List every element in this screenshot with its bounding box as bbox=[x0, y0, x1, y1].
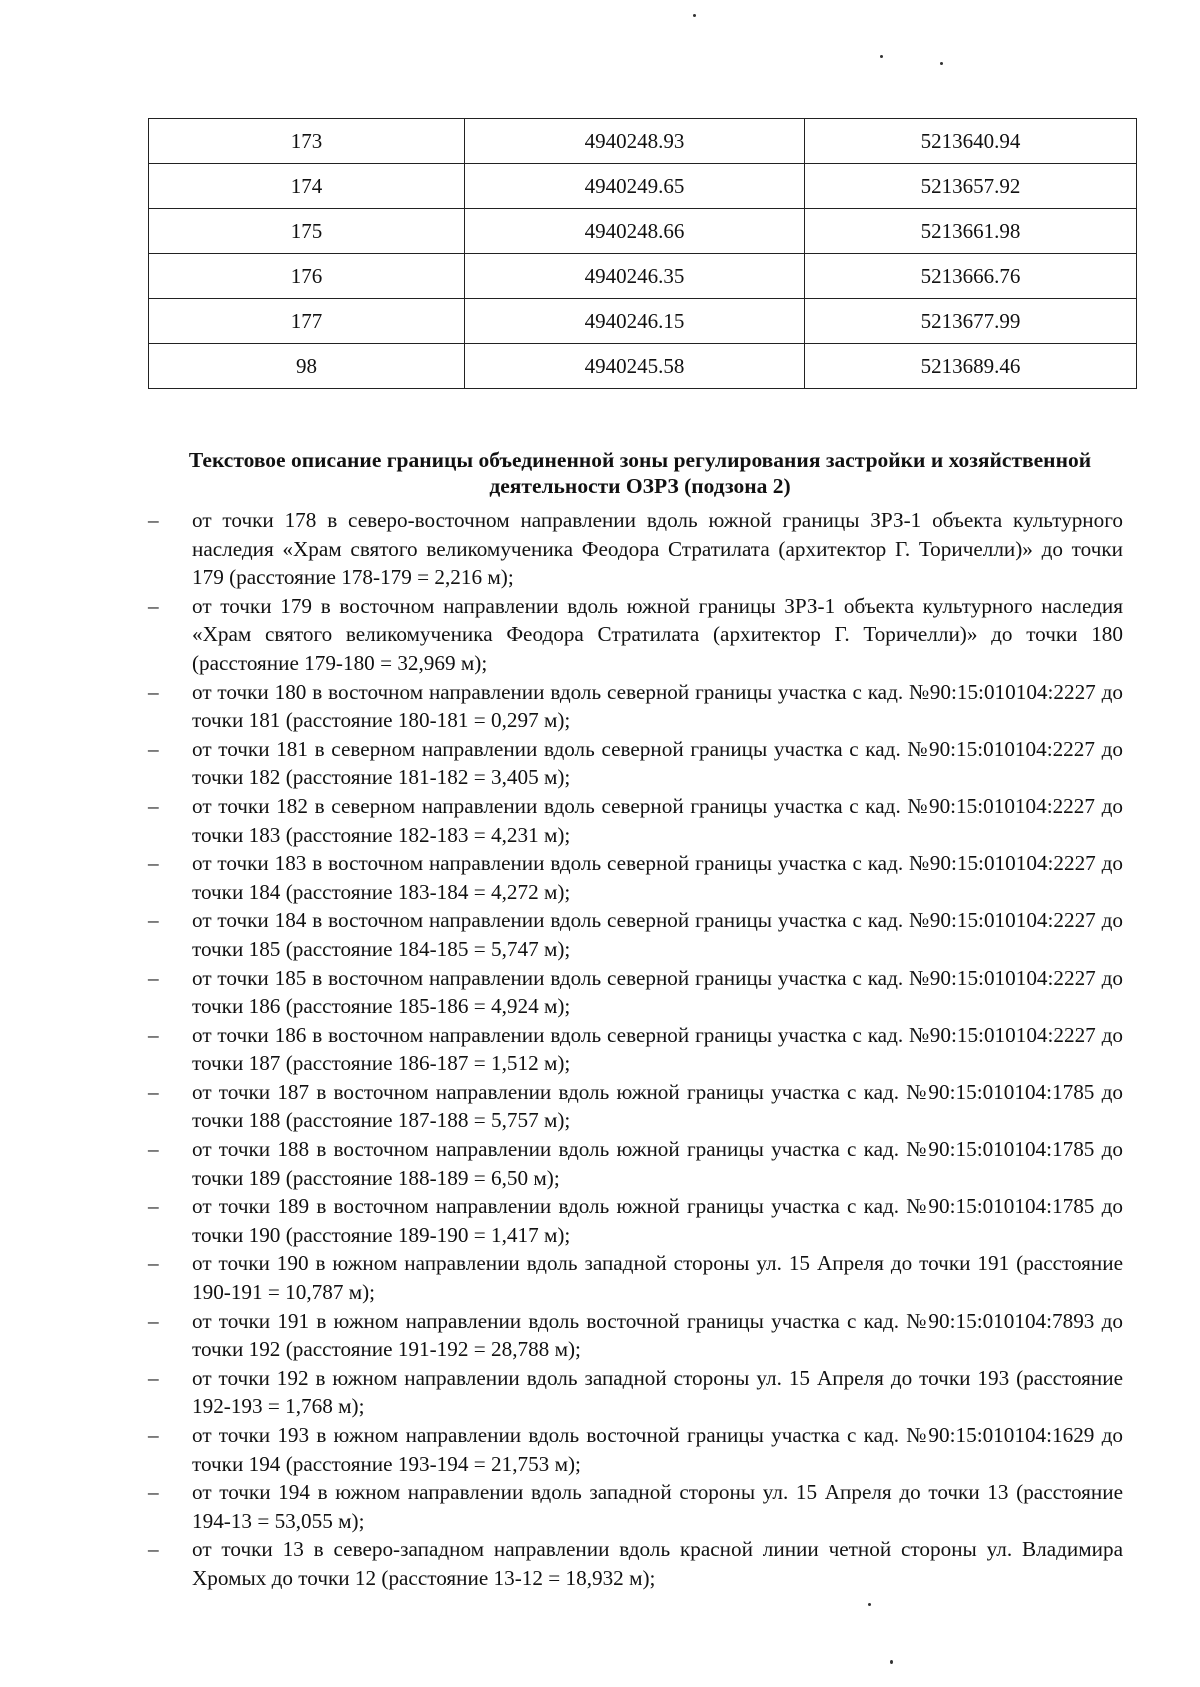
x-coordinate-cell: 4940246.15 bbox=[465, 299, 805, 344]
y-coordinate-cell: 5213640.94 bbox=[805, 119, 1137, 164]
list-dash: – bbox=[148, 1480, 159, 1505]
list-dash: – bbox=[148, 1537, 159, 1562]
coordinates-table-body bbox=[149, 119, 1137, 389]
scan-speck bbox=[940, 62, 943, 65]
y-coordinate-cell: 5213689.46 bbox=[805, 344, 1137, 389]
scan-speck bbox=[868, 1603, 871, 1606]
boundary-description-list bbox=[148, 506, 1123, 1593]
list-item bbox=[148, 1535, 1123, 1592]
section-heading: Текстовое описание границы объединенной зоны регулирования застройки и хозяйственной деятельности ОЗРЗ (подзона 2) bbox=[188, 448, 1092, 498]
y-coordinate-cell: 5213677.99 bbox=[805, 299, 1137, 344]
list-dash: – bbox=[148, 1365, 159, 1390]
list-dash: – bbox=[148, 508, 159, 532]
list-dash: – bbox=[148, 1137, 159, 1162]
point-number-cell: 173 bbox=[149, 119, 465, 164]
scan-speck bbox=[880, 55, 883, 58]
table-row bbox=[149, 299, 1137, 344]
list-item bbox=[148, 1135, 1123, 1192]
y-coordinate-cell: 5213666.76 bbox=[805, 254, 1137, 299]
scan-speck bbox=[693, 14, 696, 17]
point-number-cell: 176 bbox=[149, 254, 465, 299]
list-item bbox=[148, 1249, 1123, 1306]
list-item-text: от точки 186 в восточном направлении вдоль северной границы участка с кад. №90:15:010104:2227 до точки 187 (расстояние 186-187 = 1,512 м); bbox=[192, 1022, 1123, 1076]
list-dash: – bbox=[148, 593, 159, 618]
list-item bbox=[148, 792, 1123, 849]
list-item bbox=[148, 1364, 1123, 1421]
list-item-text: от точки 185 в восточном направлении вдоль северной границы участка с кад. №90:15:010104:2227 до точки 186 (расстояние 185-186 = 4,924 м); bbox=[192, 965, 1123, 1019]
list-item-text: от точки 190 в южном направлении вдоль западной стороны ул. 15 Апреля до точки 191 (расстояние 190-191 = 10,787 м); bbox=[192, 1251, 1123, 1305]
x-coordinate-cell: 4940248.93 bbox=[465, 119, 805, 164]
x-coordinate-cell: 4940246.35 bbox=[465, 254, 805, 299]
list-item bbox=[148, 906, 1123, 963]
table-row bbox=[149, 209, 1137, 254]
list-item-text: от точки 194 в южном направлении вдоль западной стороны ул. 15 Апреля до точки 13 (расстояние 194-13 = 53,055 м); bbox=[192, 1480, 1123, 1533]
list-dash: – bbox=[148, 1079, 159, 1104]
list-dash: – bbox=[148, 736, 159, 761]
list-item bbox=[148, 735, 1123, 792]
list-item-text: от точки 191 в южном направлении вдоль восточной границы участка с кад. №90:15:010104:7893 до точки 192 (расстояние 191-192 = 28,788 м); bbox=[192, 1308, 1123, 1362]
table-row bbox=[149, 344, 1137, 389]
list-item bbox=[148, 1078, 1123, 1135]
list-dash: – bbox=[148, 851, 159, 876]
list-dash: – bbox=[148, 1194, 159, 1219]
list-dash: – bbox=[148, 679, 159, 704]
x-coordinate-cell: 4940248.66 bbox=[465, 209, 805, 254]
list-dash: – bbox=[148, 1251, 159, 1276]
list-item-text: от точки 192 в южном направлении вдоль западной стороны ул. 15 Апреля до точки 193 (расстояние 192-193 = 1,768 м); bbox=[192, 1365, 1123, 1419]
point-number-cell: 174 bbox=[149, 164, 465, 209]
point-number-cell: 175 bbox=[149, 209, 465, 254]
x-coordinate-cell: 4940249.65 bbox=[465, 164, 805, 209]
list-dash: – bbox=[148, 965, 159, 990]
list-dash: – bbox=[148, 1022, 159, 1047]
list-item-text: от точки 183 в восточном направлении вдоль северной границы участка с кад. №90:15:010104:2227 до точки 184 (расстояние 183-184 = 4,272 м); bbox=[192, 851, 1123, 904]
point-number-cell: 177 bbox=[149, 299, 465, 344]
list-dash: – bbox=[148, 1423, 159, 1447]
list-item-text: от точки 179 в восточном направлении вдоль южной границы ЗРЗ-1 объекта культурного наследия «Храм святого великомученика Феодора Стратилата (архитектор Г. Торичелли)» до точки 180 (расстояние 179-180 = 32,969 м); bbox=[192, 593, 1123, 675]
list-item bbox=[148, 592, 1123, 678]
y-coordinate-cell: 5213661.98 bbox=[805, 209, 1137, 254]
list-item bbox=[148, 1478, 1123, 1535]
list-dash: – bbox=[148, 793, 159, 818]
list-item bbox=[148, 678, 1123, 735]
table-row bbox=[149, 254, 1137, 299]
list-item-text: от точки 188 в восточном направлении вдоль южной границы участка с кад. №90:15:010104:1785 до точки 189 (расстояние 188-189 = 6,50 м); bbox=[192, 1137, 1123, 1190]
table-row bbox=[149, 119, 1137, 164]
list-item bbox=[148, 1021, 1123, 1078]
list-item-text: от точки 13 в северо-западном направлении вдоль красной линии четной стороны ул. Владимира Хромых до точки 12 (расстояние 13-12 = 18,932 м); bbox=[192, 1537, 1123, 1590]
table-row bbox=[149, 164, 1137, 209]
list-item bbox=[148, 1307, 1123, 1364]
list-item-text: от точки 187 в восточном направлении вдоль южной границы участка с кад. №90:15:010104:1785 до точки 188 (расстояние 187-188 = 5,757 м); bbox=[192, 1079, 1123, 1133]
list-item-text: от точки 182 в северном направлении вдоль северной границы участка с кад. №90:15:010104:2227 до точки 183 (расстояние 182-183 = 4,231 м); bbox=[192, 793, 1123, 847]
list-item bbox=[148, 964, 1123, 1021]
point-number-cell: 98 bbox=[149, 344, 465, 389]
list-item-text: от точки 189 в восточном направлении вдоль южной границы участка с кад. №90:15:010104:1785 до точки 190 (расстояние 189-190 = 1,417 м); bbox=[192, 1194, 1123, 1247]
list-item bbox=[148, 1192, 1123, 1249]
coordinates-table bbox=[148, 118, 1137, 389]
list-item bbox=[148, 849, 1123, 906]
list-item-text: от точки 193 в южном направлении вдоль восточной границы участка с кад. №90:15:010104:1629 до точки 194 (расстояние 193-194 = 21,753 м); bbox=[192, 1423, 1123, 1476]
x-coordinate-cell: 4940245.58 bbox=[465, 344, 805, 389]
list-item bbox=[148, 1421, 1123, 1478]
list-dash: – bbox=[148, 1308, 159, 1333]
list-item-text: от точки 184 в восточном направлении вдоль северной границы участка с кад. №90:15:010104:2227 до точки 185 (расстояние 184-185 = 5,747 м); bbox=[192, 908, 1123, 961]
list-item-text: от точки 178 в северо-восточном направлении вдоль южной границы ЗРЗ-1 объекта культурного наследия «Храм святого великомученика Феодора Стратилата (архитектор Г. Торичелли)» до точки 179 (расстояние 178-179 = 2,216 м); bbox=[192, 508, 1123, 590]
scan-speck bbox=[890, 1660, 893, 1664]
list-item-text: от точки 181 в северном направлении вдоль северной границы участка с кад. №90:15:010104:2227 до точки 182 (расстояние 181-182 = 3,405 м); bbox=[192, 736, 1123, 790]
list-item bbox=[148, 506, 1123, 592]
list-dash: – bbox=[148, 908, 159, 933]
list-item-text: от точки 180 в восточном направлении вдоль северной границы участка с кад. №90:15:010104:2227 до точки 181 (расстояние 180-181 = 0,297 м); bbox=[192, 679, 1123, 733]
y-coordinate-cell: 5213657.92 bbox=[805, 164, 1137, 209]
